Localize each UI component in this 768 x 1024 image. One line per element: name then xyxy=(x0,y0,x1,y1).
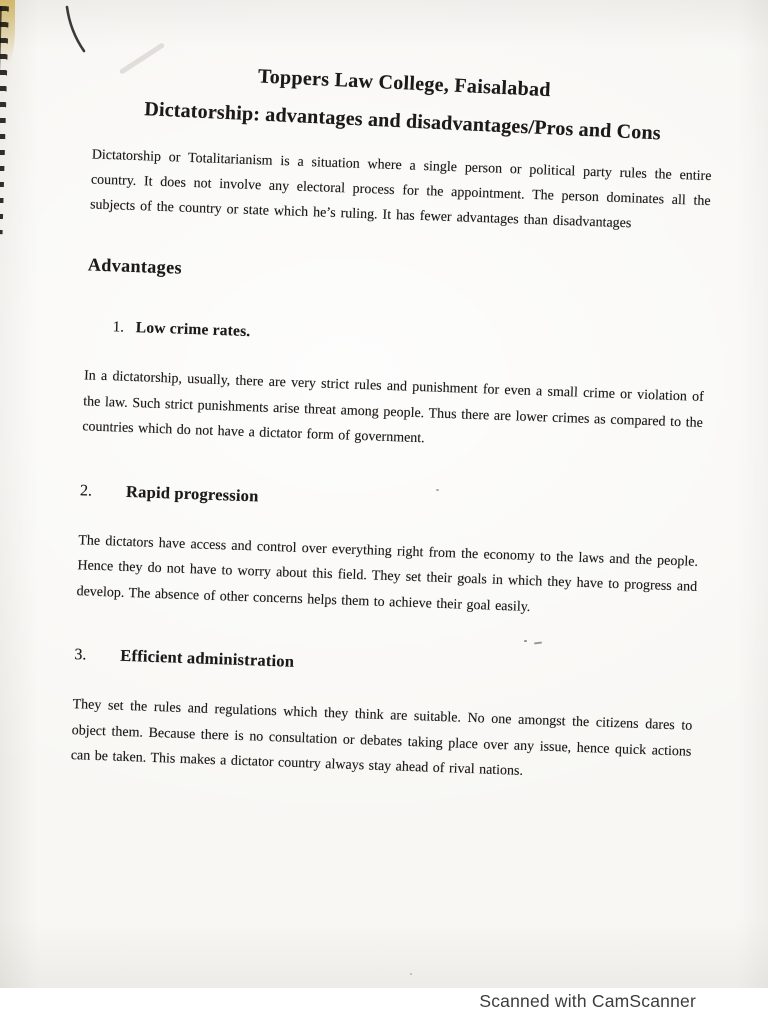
intro-paragraph: Dictatorship or Totalitarianism is a situation where a single person or political party rules the entire country. It does not involve any electoral process for the appointment. The person dominates all the subjects of the country or state which he’s ruling. It has fewer advantages than disadvantages xyxy=(89,147,712,232)
camscanner-footer xyxy=(0,988,768,1024)
list-item-3 xyxy=(74,644,694,686)
document-title: Dictatorship: advantages and disadvantages/Pros and Cons xyxy=(143,98,662,145)
pen-stroke-mark xyxy=(58,2,98,58)
advantages-heading: Advantages xyxy=(87,254,183,278)
item-number: 1. xyxy=(112,319,125,336)
document-header xyxy=(92,58,714,148)
item-body-2: The dictators have access and control over everything right from the economy to the laws and the people. Hence they do not have to worry about this field. They set their goals in which they have to progress and develop. The absence of other concerns helps them to achieve their goal easily. xyxy=(76,532,699,615)
binding-dash-marks xyxy=(0,6,9,234)
item-number: 2. xyxy=(79,481,93,500)
item-title: Rapid progression xyxy=(125,481,259,505)
item-number: 3. xyxy=(74,646,87,664)
binding-scribble-marks xyxy=(0,2,11,238)
document-content xyxy=(70,50,715,791)
item-title: Efficient administration xyxy=(120,645,295,671)
scan-speck xyxy=(410,973,412,975)
list-item-1 xyxy=(86,317,706,357)
list-item-2 xyxy=(80,480,700,522)
item-body-1: In a dictatorship, usually, there are very strict rules and punishment for even a small crime or violation of the law. Such strict punishments arise threat among people. Thus there are lower crimes as compared to the countries which do not have a dictator form of government. xyxy=(82,368,704,447)
item-title: Low crime rates. xyxy=(135,319,251,341)
camscanner-watermark: Scanned with CamScanner xyxy=(479,991,696,1011)
item-body-3: They set the rules and regulations which they think are suitable. No one amongst the citizens dares to object them. Because there is no consultation or debates taking place over any issue, hence quick actions can be taken. This makes a dictator country always stay ahead of rival nations. xyxy=(70,697,693,779)
college-name: Toppers Law College, Faisalabad xyxy=(257,65,552,102)
